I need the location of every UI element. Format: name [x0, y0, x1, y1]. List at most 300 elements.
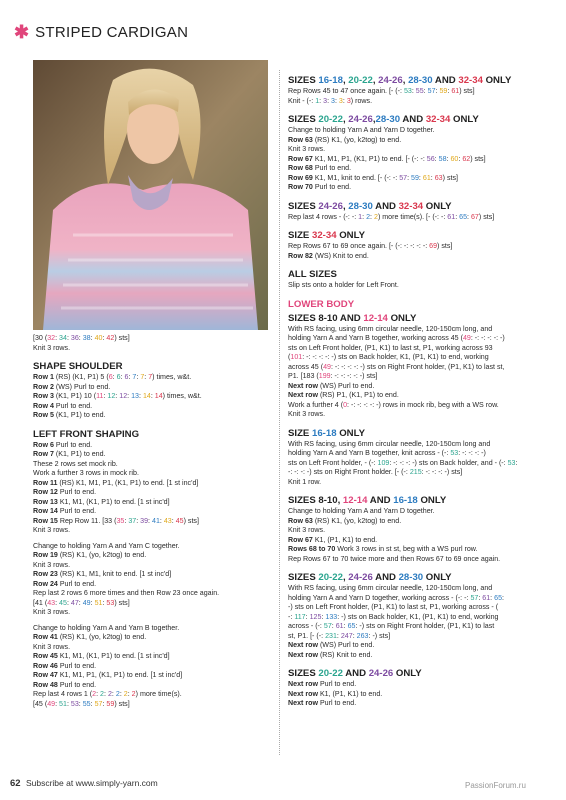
text-segment: 215: [409, 468, 422, 476]
text-segment: Work a further 4 (: [288, 400, 344, 409]
text-segment: 24-26: [348, 114, 373, 125]
text-segment: :: [144, 373, 149, 381]
text-segment: 2: [115, 690, 120, 698]
text-line: [288, 449, 550, 459]
text-segment: Next row: [288, 641, 318, 649]
text-segment: SIZES 8-10,: [288, 495, 343, 506]
spacer: [288, 193, 550, 199]
text-segment: K1, M1, P1, (K1, P1) to end. [- (-: -:: [312, 154, 427, 163]
text-segment: :: [502, 593, 504, 602]
text-line: [288, 613, 550, 623]
text-line: [33, 373, 273, 383]
text-segment: 45: [175, 516, 184, 525]
section-heading: [288, 313, 550, 325]
text-segment: :: [319, 96, 324, 105]
text-line: [288, 126, 550, 136]
text-segment: :: [370, 212, 374, 221]
text-segment: 24-26: [378, 75, 403, 86]
text-segment: 199: [318, 372, 331, 380]
text-segment: 55: [82, 699, 91, 708]
text-segment: 2: [100, 690, 104, 698]
text-segment: 20-22: [318, 572, 343, 583]
text-segment: :: [446, 154, 451, 163]
asterisk-icon: ✱: [14, 21, 30, 42]
text-segment: Row 48: [33, 680, 58, 689]
text-line: [288, 545, 550, 555]
text-segment: sts on Left Front holder, (P1, K1) to last st, P1, working across 93: [288, 343, 493, 352]
text-segment: 2: [366, 212, 371, 221]
text-line: [33, 561, 273, 571]
text-segment: ) times, w&t.: [162, 392, 202, 400]
text-segment: Next row: [288, 650, 318, 659]
section-heading: [33, 429, 273, 441]
text-segment: :: [78, 699, 83, 708]
text-segment: 247: [340, 631, 353, 640]
text-segment: 20-22: [348, 75, 373, 86]
text-segment: Row 47: [33, 671, 58, 679]
text-segment: Row 2: [33, 382, 54, 391]
text-line: [288, 136, 550, 146]
text-segment: :: [90, 598, 95, 607]
text-segment: Work a further 3 rows in mock rib.: [33, 469, 139, 477]
text-segment: :: [150, 392, 155, 400]
text-segment: 20-22: [318, 668, 343, 679]
text-segment: 49: [323, 362, 331, 371]
text-line: [288, 690, 550, 700]
text-segment: :: [127, 690, 132, 698]
text-line: [288, 632, 550, 642]
text-segment: 12-14: [363, 312, 388, 324]
text-segment: :: [331, 622, 336, 630]
text-segment: 53: [106, 598, 115, 607]
text-segment: :: [115, 392, 120, 400]
text-segment: 14: [142, 392, 151, 400]
text-segment: 3: [323, 96, 328, 105]
text-segment: Purl to end.: [317, 699, 357, 707]
text-segment: ONLY: [423, 200, 452, 212]
text-segment: (K1, P1) 10 (: [53, 392, 97, 400]
model-illustration: [33, 60, 268, 330]
text-segment: 2: [123, 690, 128, 698]
text-segment: 1: [358, 212, 363, 221]
text-segment: 53: [403, 87, 412, 95]
text-segment: ) sts]: [114, 699, 130, 708]
text-segment: AND: [372, 572, 399, 583]
text-segment: (RS) (K1, P1) 5 (: [53, 373, 109, 381]
text-segment: Purl to end.: [312, 164, 352, 172]
spacer: [288, 564, 550, 570]
text-segment: Row 13: [33, 497, 58, 506]
text-segment: AND: [367, 495, 394, 506]
text-segment: :: [171, 516, 176, 525]
section-heading: [288, 299, 550, 311]
text-segment: 12-14: [342, 495, 368, 506]
text-segment: SIZES 8-10 AND: [288, 312, 364, 324]
text-segment: (RS) K1, (yo, k2tog) to end.: [312, 135, 402, 144]
text-segment: Rep last 4 rows - (-: -:: [288, 212, 359, 221]
text-segment: These 2 rows set mock rib.: [33, 459, 118, 468]
text-segment: 12: [107, 392, 116, 400]
text-segment: :: [342, 96, 347, 105]
text-segment: : -: -: -: -: -) sts on Back holder, K1, (P1, K1) to end, working: [302, 353, 489, 361]
text-segment: 12: [119, 392, 128, 400]
text-segment: :: [435, 87, 440, 95]
page-footer: [10, 778, 158, 789]
text-line: [33, 700, 273, 710]
text-segment: :: [148, 516, 152, 525]
text-segment: Rows 68 to 70: [288, 545, 336, 553]
text-segment: Purl to end.: [57, 507, 97, 515]
text-segment: 2: [131, 690, 136, 698]
text-segment: SIZES: [288, 75, 319, 86]
text-segment: 7: [140, 373, 145, 381]
text-segment: ONLY: [387, 312, 417, 324]
text-segment: :: [411, 87, 416, 95]
text-segment: (K1, P1) to end.: [53, 450, 106, 458]
text-segment: Purl to end.: [317, 680, 357, 688]
text-line: [33, 526, 273, 536]
text-segment: 41: [152, 516, 160, 525]
text-line: [288, 97, 550, 107]
text-line: [288, 507, 550, 517]
text-segment: across - (-:: [288, 622, 324, 630]
text-segment: Rep Rows 45 to 47 once again. [- (-:: [288, 87, 404, 95]
text-segment: :: [127, 392, 132, 400]
text-segment: :: [124, 516, 129, 525]
text-segment: :: [102, 598, 107, 607]
text-line: [288, 478, 550, 488]
text-segment: ,: [342, 75, 349, 86]
text-segment: 32-34: [425, 114, 451, 125]
text-segment: Knit 3 rows.: [33, 526, 71, 534]
text-segment: Row 5: [33, 411, 54, 419]
text-segment: ) sts]: [437, 242, 453, 250]
text-segment: 49: [82, 598, 91, 607]
text-segment: K1, (P1, K1) to end.: [312, 535, 378, 544]
text-line: [288, 468, 550, 478]
text-segment: :: [111, 690, 116, 698]
text-segment: 53: [70, 699, 79, 708]
text-segment: 61: [335, 622, 344, 630]
text-line: [33, 488, 273, 498]
text-segment: ) sts]: [470, 154, 486, 163]
text-segment: Work 3 rows in st st, beg with a WS purl row.: [335, 545, 478, 553]
text-segment: (WS) Purl to end.: [53, 382, 111, 391]
text-line: [288, 401, 550, 411]
text-segment: 28-30: [408, 75, 433, 86]
text-segment: :: [138, 392, 143, 400]
text-segment: (RS) K1, (yo, k2tog) to end.: [312, 516, 402, 525]
text-segment: AND: [372, 200, 399, 212]
text-segment: :: [467, 212, 471, 221]
text-segment: Row 24: [33, 579, 58, 588]
text-segment: : -: -: -: -: -) sts]: [330, 372, 378, 380]
text-segment: across 45 (: [288, 362, 324, 371]
text-segment: :: [66, 598, 71, 607]
text-segment: 263: [356, 631, 369, 640]
text-segment: K1, M1, knit to end. [- (-: -:: [312, 173, 400, 182]
text-segment: ) sts]: [478, 212, 495, 221]
text-line: [33, 507, 273, 517]
text-segment: SIZE: [288, 230, 312, 241]
text-segment: ) sts]: [183, 516, 199, 525]
text-segment: 16-18: [393, 495, 418, 506]
text-segment: Row 67: [288, 154, 313, 163]
text-line: [33, 542, 273, 552]
spacer: [288, 487, 550, 493]
text-segment: Row 19: [33, 551, 58, 559]
text-segment: 57: [323, 622, 332, 630]
text-segment: :: [128, 373, 133, 381]
text-segment: :: [362, 212, 367, 221]
text-segment: (RS) K1, (yo, k2tog) to end.: [57, 551, 147, 559]
text-segment: 6: [124, 373, 129, 381]
text-line: [288, 363, 550, 373]
text-segment: ) rows.: [350, 96, 373, 105]
text-segment: Next row: [288, 699, 318, 707]
text-line: [288, 391, 550, 401]
text-segment: K1, M1, (K1, P1) to end. [1 st inc'd]: [57, 652, 170, 660]
text-segment: 51: [59, 699, 67, 708]
text-segment: 32-34: [398, 200, 424, 212]
text-segment: 125: [309, 612, 322, 621]
text-segment: ) more time(s).: [135, 690, 182, 698]
text-segment: -) sts on Left Front holder, (P1, K1) to last st, P1, working across - (: [288, 603, 499, 611]
text-segment: [30 (: [33, 334, 48, 342]
spacer: [288, 291, 550, 297]
text-segment: Purl to end.: [57, 488, 97, 496]
text-segment: 35: [116, 516, 125, 525]
section-heading: [288, 230, 550, 242]
text-line: [33, 681, 273, 691]
text-segment: 58: [438, 154, 447, 163]
text-segment: :: [55, 598, 60, 607]
text-segment: 45: [59, 598, 67, 607]
text-segment: 32: [47, 334, 56, 342]
text-segment: :: [78, 598, 83, 607]
text-line: [33, 690, 273, 700]
text-line: [288, 213, 550, 223]
spacer: [288, 106, 550, 112]
text-segment: 117: [294, 612, 306, 621]
model-photo: [33, 60, 268, 330]
text-line: [33, 633, 273, 643]
text-segment: ,: [372, 75, 379, 86]
text-segment: Next row: [288, 381, 318, 390]
text-segment: 42: [106, 334, 115, 342]
text-segment: 7: [148, 373, 153, 381]
text-line: [288, 382, 550, 392]
text-line: [288, 584, 550, 594]
text-line: [288, 555, 550, 565]
text-line: [288, 372, 550, 382]
section-heading: [288, 269, 550, 281]
text-segment: ONLY: [336, 230, 365, 241]
footer-text: Subscribe at www.simply-yarn.com: [25, 778, 158, 788]
text-segment: holding Yarn A and Yarn B together, working across 45 (: [288, 334, 463, 342]
text-segment: -:: [288, 612, 295, 621]
text-segment: 13: [131, 392, 139, 400]
text-segment: 53: [450, 449, 459, 457]
text-segment: SIZES: [288, 114, 319, 125]
text-segment: :: [434, 154, 439, 163]
text-line: [288, 459, 550, 469]
text-segment: 60: [450, 154, 459, 163]
text-segment: 55: [415, 87, 424, 95]
text-segment: 3: [331, 96, 335, 105]
text-segment: 61: [447, 212, 456, 221]
text-segment: : -: -: -: -: -): [470, 334, 505, 342]
text-segment: Knit 3 rows.: [33, 642, 71, 651]
text-line: [33, 498, 273, 508]
text-segment: (RS) Knit to end.: [317, 650, 373, 659]
text-segment: 40: [94, 334, 103, 342]
text-line: [33, 662, 273, 672]
text-segment: 109: [377, 458, 390, 467]
text-segment: Rep last 2 rows 6 more times and then Row 23 once again.: [33, 589, 220, 597]
text-segment: Row 3: [33, 392, 54, 400]
text-segment: Knit 3 rows.: [288, 526, 326, 534]
text-line: [33, 450, 273, 460]
text-segment: Change to holding Yarn A and Yarn C together.: [33, 541, 180, 550]
text-segment: With RS facing, using 6mm circular needle, 120-150cm long, and: [288, 324, 493, 333]
text-segment: 32-34: [312, 230, 337, 241]
text-line: [288, 145, 550, 155]
text-segment: 65: [347, 622, 356, 630]
text-segment: (: [288, 353, 291, 361]
text-segment: SIZE: [288, 427, 312, 439]
text-segment: 11: [96, 392, 104, 400]
text-line: [288, 242, 550, 252]
text-segment: Purl to end.: [57, 661, 97, 670]
text-line: [33, 441, 273, 451]
text-segment: Purl to end.: [53, 401, 93, 410]
text-segment: 51: [94, 598, 103, 607]
text-segment: Change to holding Yarn A and Yarn B together.: [33, 623, 180, 632]
text-segment: 57: [399, 173, 408, 182]
text-line: [33, 589, 273, 599]
text-segment: Row 15: [33, 516, 58, 525]
text-segment: 14: [154, 392, 163, 400]
text-segment: Row 12: [33, 488, 58, 496]
text-segment: Rep last 4 rows 1 (: [33, 690, 93, 698]
spacer: [288, 420, 550, 426]
text-segment: 49: [462, 334, 471, 342]
text-segment: ,: [402, 75, 409, 86]
text-segment: :: [321, 612, 326, 621]
text-segment: Row 70: [288, 183, 313, 191]
text-segment: Purl to end.: [312, 183, 352, 191]
text-segment: 38: [82, 334, 91, 342]
section-heading: [288, 201, 550, 213]
text-segment: 7: [132, 373, 137, 381]
text-segment: 28-30: [375, 114, 401, 125]
text-segment: 24-26: [318, 200, 343, 212]
text-line: [288, 536, 550, 546]
text-segment: 6: [116, 373, 121, 381]
text-segment: 6: [108, 373, 113, 381]
right-column: [288, 73, 550, 709]
text-segment: 47: [70, 598, 79, 607]
text-segment: ONLY: [482, 75, 512, 86]
text-segment: 16-18: [318, 75, 343, 86]
text-line: [288, 174, 550, 184]
text-segment: (RS) K1, M1, knit to end. [1 st inc'd]: [57, 570, 172, 578]
text-segment: ONLY: [393, 668, 422, 679]
text-segment: :: [78, 334, 83, 342]
text-segment: 53: [507, 458, 516, 467]
text-segment: 43: [47, 598, 56, 607]
text-line: [33, 460, 273, 470]
text-segment: :: [515, 458, 518, 467]
text-segment: :: [96, 690, 101, 698]
text-segment: :: [90, 334, 95, 342]
text-segment: 69: [429, 242, 438, 250]
text-segment: ) more time(s). [- (-: -:: [377, 212, 448, 221]
text-segment: 59: [411, 173, 419, 182]
text-line: [33, 344, 273, 354]
text-segment: :: [104, 690, 108, 698]
text-segment: 63: [434, 173, 443, 182]
text-line: [33, 334, 273, 344]
text-segment: :: [90, 699, 95, 708]
section-heading: [33, 361, 273, 373]
text-segment: (RS) P1, (K1, P1) to end.: [317, 391, 399, 399]
text-segment: Change to holding Yarn A and Yarn D together.: [288, 507, 435, 515]
text-line: [288, 603, 550, 613]
text-segment: :: [447, 87, 452, 95]
text-segment: :: [66, 334, 71, 342]
text-segment: :: [102, 699, 107, 708]
text-segment: Row 69: [288, 173, 313, 182]
text-line: [33, 383, 273, 393]
text-segment: (K1, P1) to end.: [53, 411, 106, 419]
text-segment: :: [55, 334, 60, 342]
text-segment: :: [430, 173, 435, 182]
text-segment: Row 82: [288, 251, 313, 260]
text-segment: Next row: [288, 680, 318, 688]
text-segment: :: [407, 173, 412, 182]
text-line: [288, 440, 550, 450]
text-segment: Row 14: [33, 507, 58, 515]
text-segment: 49: [47, 699, 56, 708]
text-segment: Purl to end.: [53, 440, 93, 449]
text-line: [33, 402, 273, 412]
text-segment: SIZES: [288, 200, 319, 212]
text-segment: 61: [482, 593, 491, 602]
spacer: [288, 222, 550, 228]
text-segment: [41 (: [33, 598, 48, 607]
text-line: [288, 164, 550, 174]
text-segment: 59: [106, 699, 115, 708]
text-segment: 67: [470, 212, 479, 221]
section-heading: [288, 668, 550, 680]
text-segment: Change to holding Yarn A and Yarn D together.: [288, 126, 435, 134]
text-segment: Next row: [288, 689, 318, 698]
text-segment: With RS facing, using 6mm circular needle, 120-150cm long, and: [288, 584, 493, 592]
text-segment: 65: [494, 593, 503, 602]
text-line: [33, 580, 273, 590]
text-segment: :: [119, 690, 124, 698]
text-segment: :: [136, 516, 141, 525]
text-segment: K1, M1, (K1, P1) to end. [1 st inc'd]: [57, 497, 170, 506]
text-segment: :: [103, 392, 108, 400]
text-segment: Rep Rows 67 to 70 twice more and then Rows 67 to 69 once again.: [288, 554, 501, 563]
text-segment: Knit - (-:: [288, 96, 316, 105]
text-segment: : -: -: -: -: -) rows in mock rib, beg with a WS row.: [347, 400, 499, 409]
text-segment: 0: [343, 400, 348, 409]
text-segment: 1: [315, 96, 320, 105]
